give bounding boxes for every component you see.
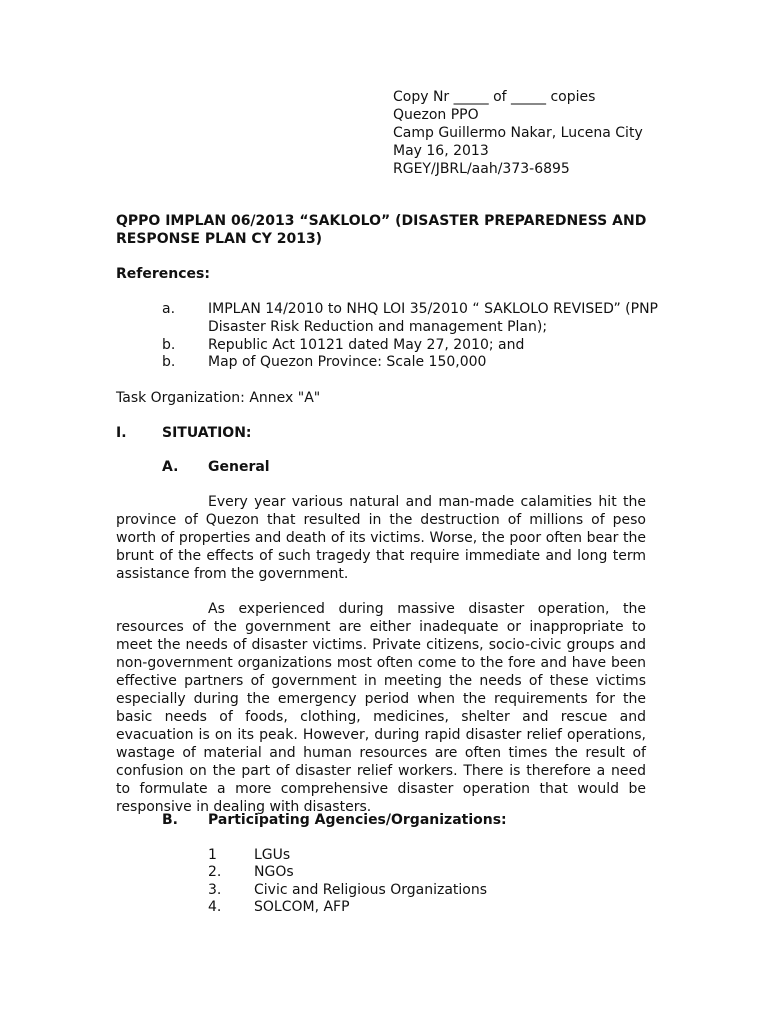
subsection-heading: Participating Agencies/Organizations: (208, 812, 507, 828)
subsection-letter: B. (162, 812, 178, 828)
reference-marker: a. (162, 301, 176, 317)
subsection-heading: General (208, 459, 270, 475)
copy-number-line: Copy Nr _____ of _____ copies (393, 89, 596, 105)
document-title-line1: QPPO IMPLAN 06/2013 “SAKLOLO” (DISASTER PREPAREDNESS AND (116, 213, 647, 229)
list-item-number: 2. (208, 864, 222, 880)
reference-marker: b. (162, 354, 176, 370)
reference-text: Map of Quezon Province: Scale 150,000 (208, 354, 487, 370)
reference-text: Disaster Risk Reduction and management Plan); (208, 319, 548, 335)
subsection-letter: A. (162, 459, 179, 475)
list-item-number: 1 (208, 847, 217, 863)
list-item-text: NGOs (254, 864, 294, 880)
section-heading: SITUATION: (162, 425, 252, 441)
body-paragraph: As experienced during massive disaster operation, the resources of the government are either inadequate or inappropriate to meet the needs of disaster victims. Private citizens, socio-civic groups and non-government organizations most often come to the fore and have been effective partners of government in meeting the needs of these victims especially during the emergency period when the requirements for the basic needs of foods, clothing, medicines, shelter and rescue and evacuation is on its peak. However, during rapid disaster relief operations, wastage of material and human resources are often times the result of confusion on the part of disaster relief workers. There is therefore a need to formulate a more comprehensive disaster operation that would be responsive in dealing with disasters. (116, 601, 646, 815)
document-title-line2: RESPONSE PLAN CY 2013) (116, 231, 323, 247)
list-item-number: 4. (208, 899, 222, 915)
list-item-text: LGUs (254, 847, 291, 863)
list-item-number: 3. (208, 882, 222, 898)
reference-text: Republic Act 10121 dated May 27, 2010; and (208, 337, 525, 353)
body-paragraph: Every year various natural and man-made calamities hit the province of Quezon that resulted in the destruction of millions of peso worth of properties and death of its victims. Worse, the poor often bear the brunt of the effects of such tragedy that require immediate and long term assistance from the government. (116, 494, 646, 582)
list-item-text: Civic and Religious Organizations (254, 882, 488, 898)
list-item-text: SOLCOM, AFP (254, 899, 350, 915)
office-address: Camp Guillermo Nakar, Lucena City (393, 125, 643, 141)
reference-text: IMPLAN 14/2010 to NHQ LOI 35/2010 “ SAKLOLO REVISED” (PNP (208, 301, 659, 317)
reference-code: RGEY/JBRL/aah/373-6895 (393, 161, 570, 177)
references-heading: References: (116, 266, 210, 282)
reference-marker: b. (162, 337, 176, 353)
task-organization: Task Organization: Annex "A" (116, 390, 321, 406)
document-date: May 16, 2013 (393, 143, 489, 159)
section-numeral: I. (116, 425, 127, 441)
office-name: Quezon PPO (393, 107, 479, 123)
